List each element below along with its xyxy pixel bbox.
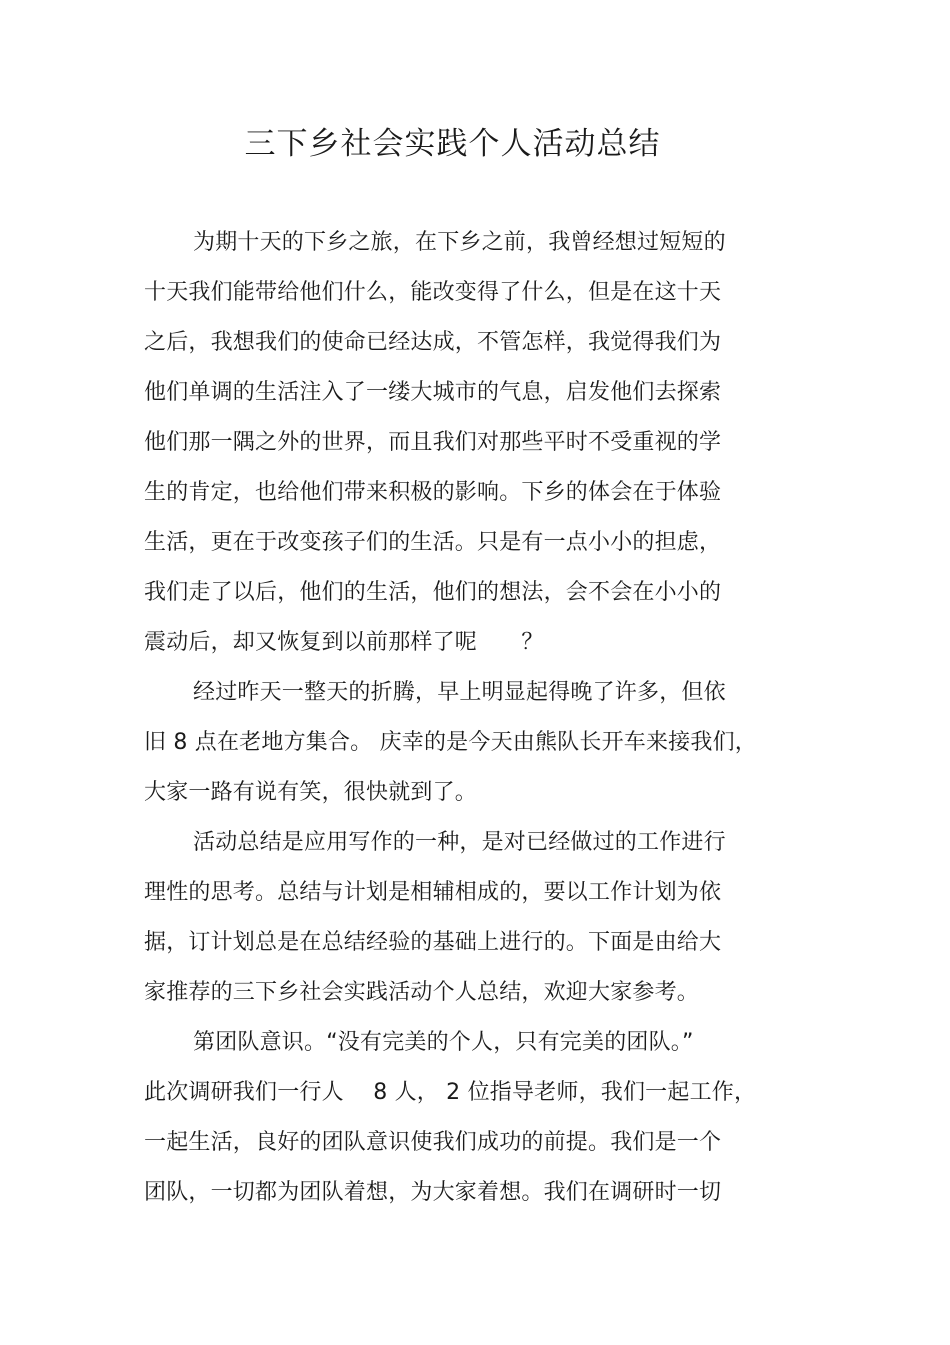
document-title: 三下乡社会实践个人活动总结 (244, 126, 661, 162)
paragraph-1-line-5: 他们那一隅之外的世界，而且我们对那些平时不受重视的学 (144, 430, 722, 455)
document-body (144, 218, 764, 1218)
paragraph-4-line-4: 团队，一切都为团队着想，为大家着想。我们在调研时一切 (144, 1180, 722, 1205)
paragraph-4-line-3: 一起生活，良好的团队意识使我们成功的前提。我们是一个 (144, 1130, 722, 1155)
paragraph-1-line-8: 我们走了以后，他们的生活，他们的想法，会不会在小小的 (144, 580, 722, 605)
paragraph-4-line-1: 第团队意识。“没有完美的个人，只有完美的团队。” (193, 1030, 694, 1055)
paragraph-4-line-2: 此次调研我们一行人 8 人， 2 位指导老师，我们一起工作， (144, 1080, 757, 1105)
paragraph-2-line-2: 旧 8 点在老地方集合。 庆幸的是今天由熊队长开车来接我们， (144, 730, 757, 755)
paragraph-1-line-1: 为期十天的下乡之旅，在下乡之前，我曾经想过短短的 (193, 230, 726, 255)
paragraph-1-line-3: 之后，我想我们的使命已经达成，不管怎样，我觉得我们为 (144, 330, 722, 355)
paragraph-1-line-9: 震动后，却又恢复到以前那样了呢 ？ (144, 630, 544, 655)
paragraph-3-line-4: 家推荐的三下乡社会实践活动个人总结，欢迎大家参考。 (144, 980, 700, 1005)
paragraph-1-line-2: 十天我们能带给他们什么，能改变得了什么，但是在这十天 (144, 280, 722, 305)
paragraph-3-line-2: 理性的思考。总结与计划是相辅相成的，要以工作计划为依 (144, 880, 722, 905)
paragraph-1-line-4: 他们单调的生活注入了一缕大城市的气息，启发他们去探索 (144, 380, 722, 405)
paragraph-2-line-3: 大家一路有说有笑，很快就到了。 (144, 780, 478, 805)
paragraph-3-line-1: 活动总结是应用写作的一种，是对已经做过的工作进行 (193, 830, 726, 855)
paragraph-1-line-7: 生活，更在于改变孩子们的生活。只是有一点小小的担虑， (144, 530, 722, 555)
paragraph-1-line-6: 生的肯定，也给他们带来积极的影响。下乡的体会在于体验 (144, 480, 722, 505)
paragraph-3-line-3: 据，订计划总是在总结经验的基础上进行的。下面是由给大 (144, 930, 722, 955)
paragraph-2-line-1: 经过昨天一整天的折腾，早上明显起得晚了许多，但依 (193, 680, 726, 705)
